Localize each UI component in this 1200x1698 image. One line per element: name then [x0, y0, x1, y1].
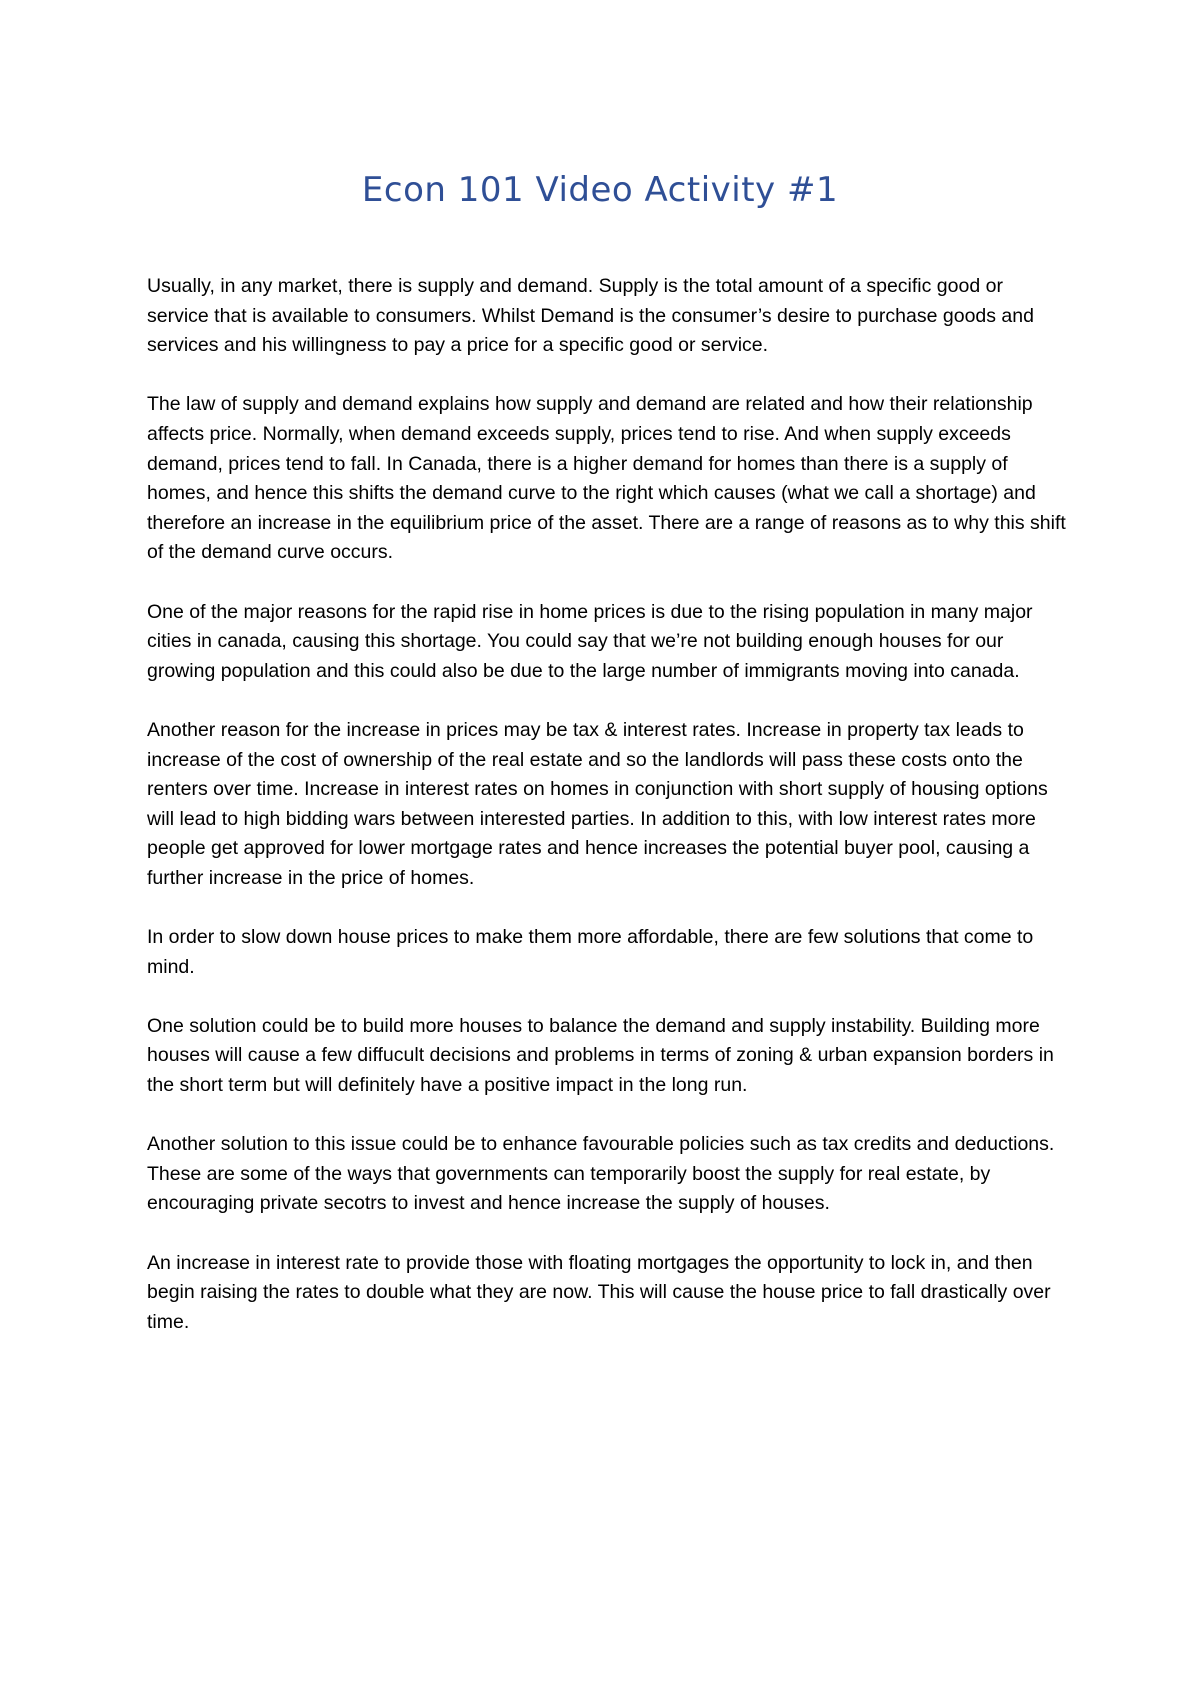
paragraph-law-of-supply-demand: The law of supply and demand explains how supply and demand are related and how their relationship affects price. Normally, when demand exceeds supply, prices tend to rise. And when supply exceeds demand, prices tend to fall. In Canada, there is a higher demand for homes than there is a supply of homes, and hence this shifts the demand curve to the right which causes (what we call a shortage) and therefore an increase in the equilibrium price of the asset. There are a range of reasons as to why this shift of the demand curve occurs. [147, 393, 1066, 564]
paragraph-solution-policies: Another solution to this issue could be to enhance favourable policies such as tax credits and deductions. These are some of the ways that governments can temporarily boost the supply for real estate, by encouraging private secotrs to invest and hence increase the supply of houses. [147, 1133, 1055, 1215]
paragraph-population-reason: One of the major reasons for the rapid rise in home prices is due to the rising population in many major cities in canada, causing this shortage. You could say that we’re not building enough houses for our growing population and this could also be due to the large number of immigrants moving into canada. [147, 600, 1033, 682]
document-body [147, 272, 1067, 1367]
paragraph-solutions-intro: In order to slow down house prices to make them more affordable, there are few solutions that come to mind. [147, 926, 1034, 978]
paragraph-supply-demand-intro: Usually, in any market, there is supply and demand. Supply is the total amount of a specific good or service that is available to consumers. Whilst Demand is the consumer’s desire to purchase goods and services and his willingness to pay a price for a specific good or service. [147, 275, 1034, 357]
paragraph-tax-interest-reason: Another reason for the increase in prices may be tax & interest rates. Increase in property tax leads to increase of the cost of ownership of the real estate and so the landlords will pass these costs onto the renters over time. Increase in interest rates on homes in conjunction with short supply of housing options will lead to high bidding wars between interested parties. In addition to this, with low interest rates more people get approved for lower mortgage rates and hence increases the potential buyer pool, causing a further increase in the price of homes. [147, 718, 1048, 889]
paragraph-solution-interest-rate: An increase in interest rate to provide those with floating mortgages the opportunity to lock in, and then begin raising the rates to double what they are now. This will cause the house price to fall drastically over time. [147, 1251, 1051, 1333]
paragraph-solution-build-houses: One solution could be to build more houses to balance the demand and supply instability. Building more houses will cause a few diffucult decisions and problems in terms of zoning & urban expansion borders in the short term but will definitely have a positive impact in the long run. [147, 1014, 1054, 1097]
document-title: Econ 101 Video Activity #1 [361, 170, 839, 210]
